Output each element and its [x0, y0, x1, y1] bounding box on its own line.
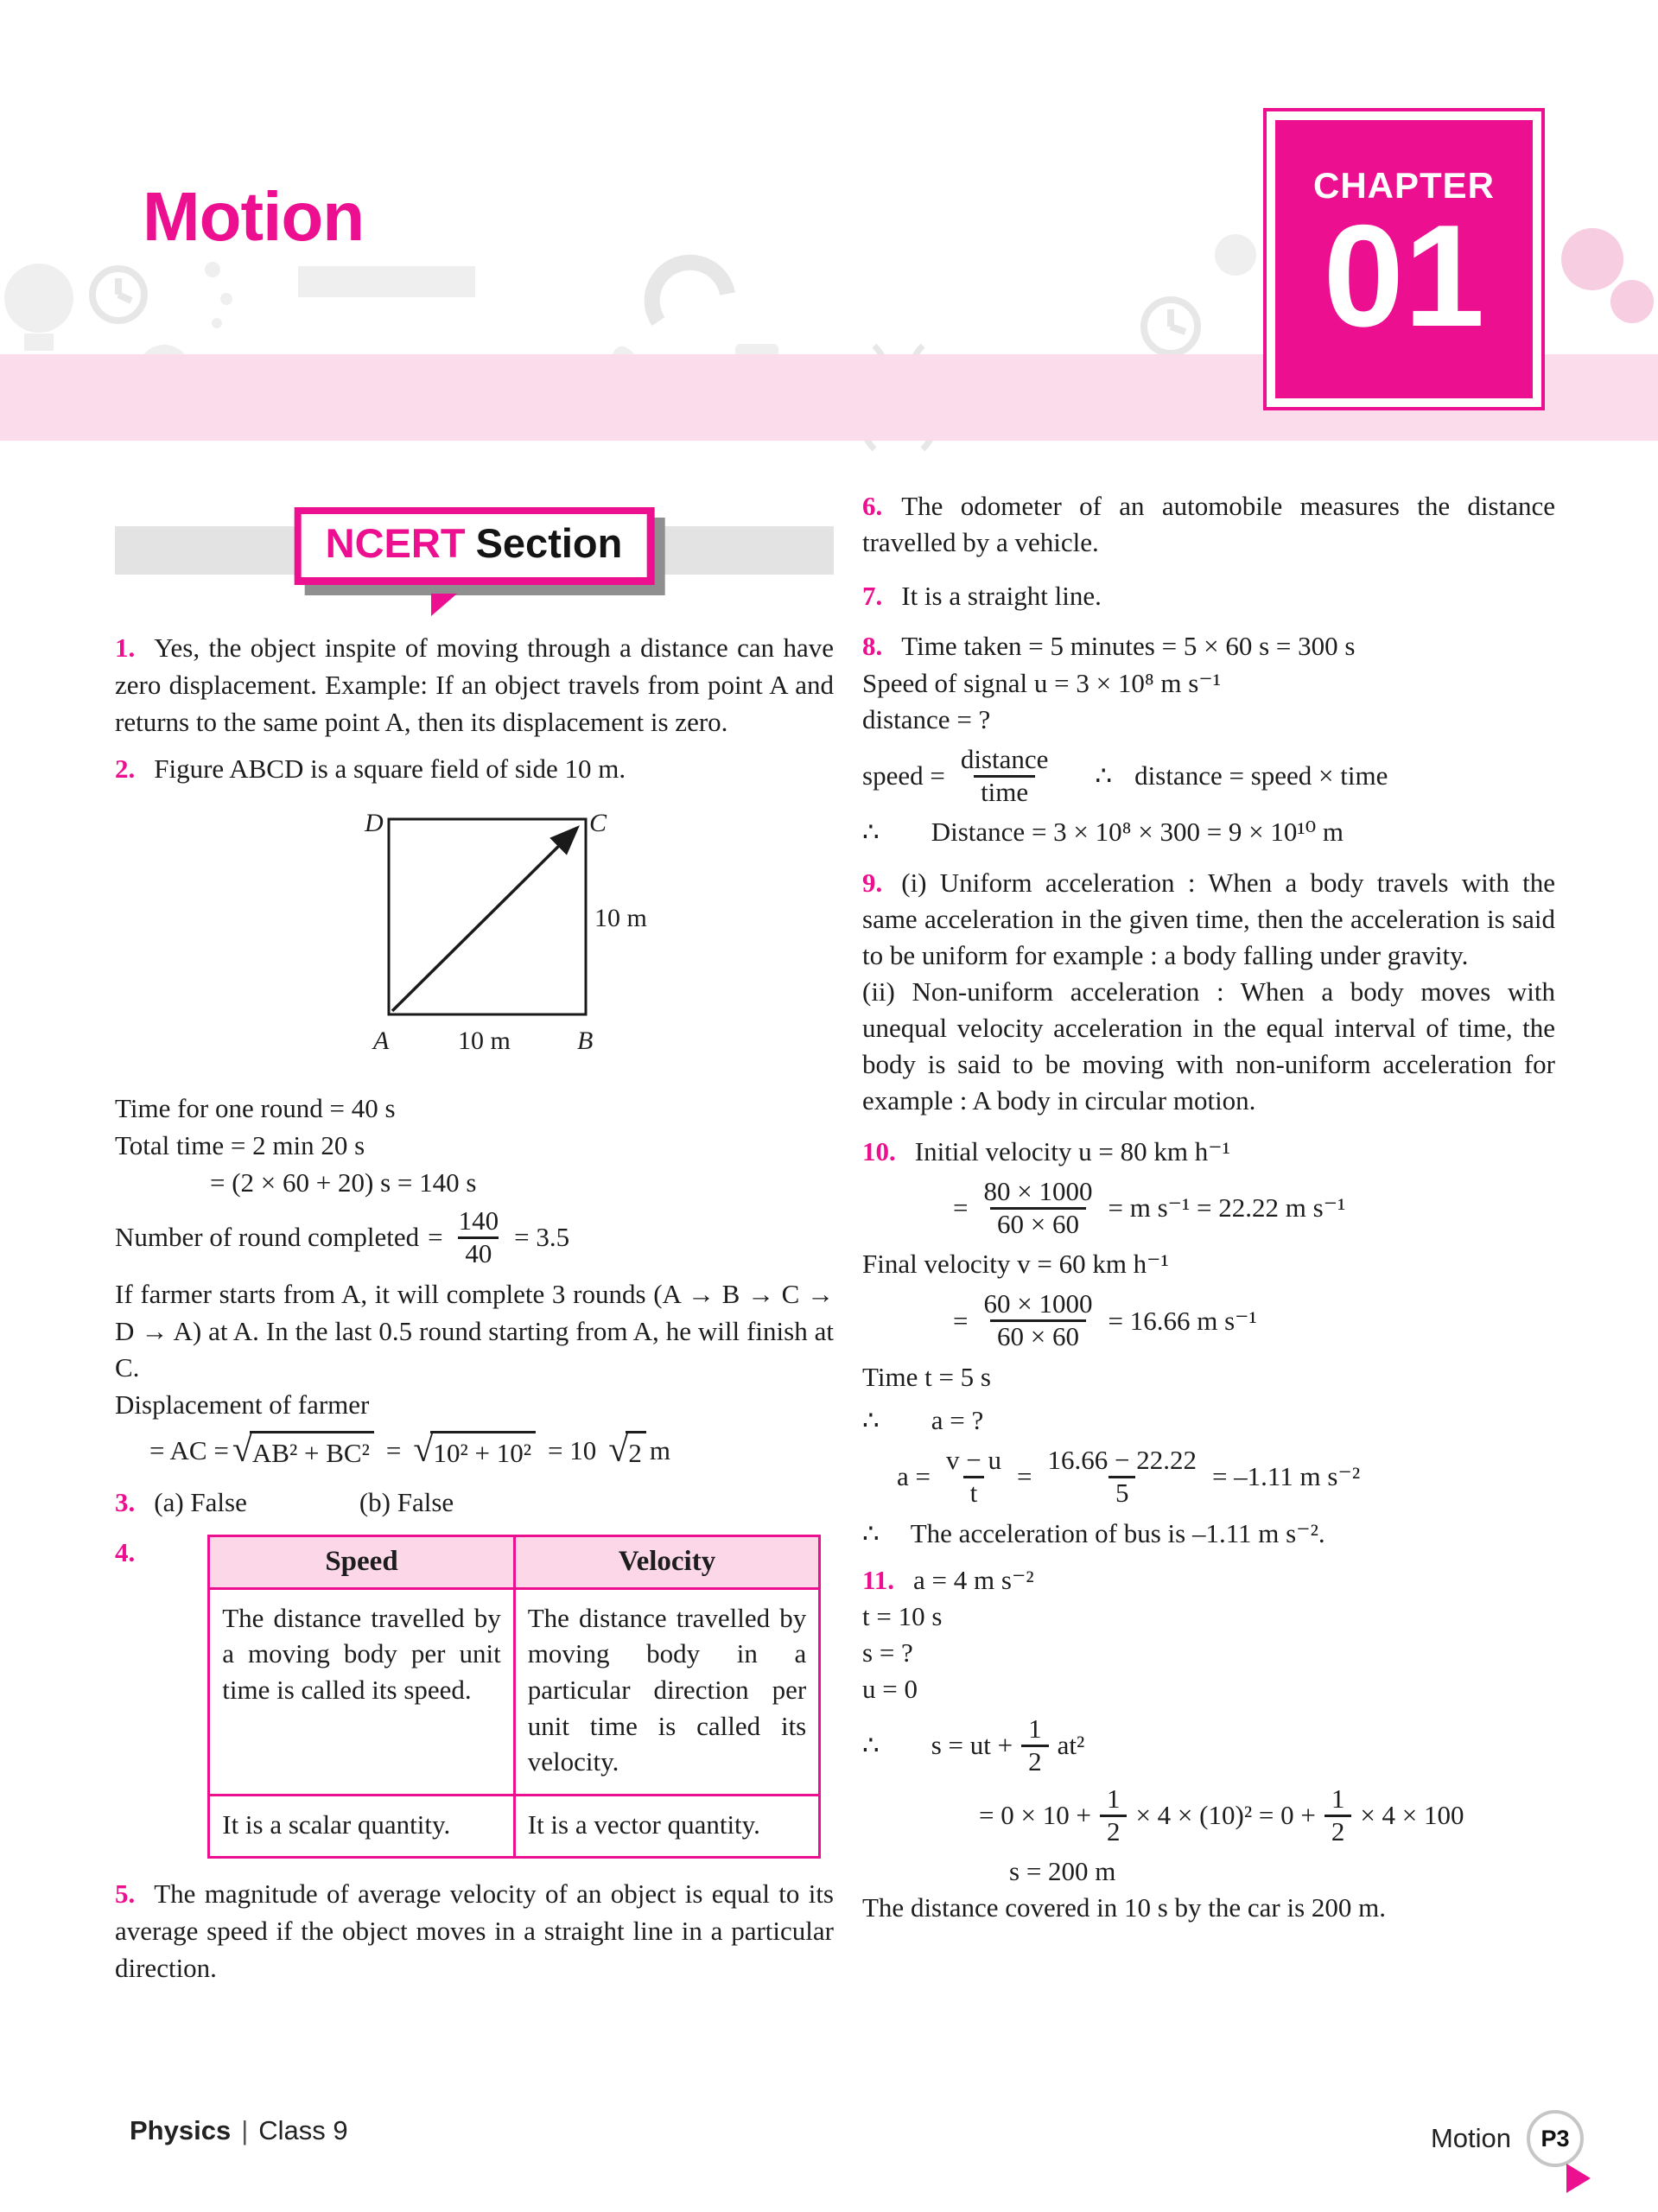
distance-result-line: [862, 814, 1555, 850]
square-field-svg: [335, 798, 715, 1085]
banner-pointer: [431, 594, 457, 616]
label-D: D: [365, 809, 384, 838]
chapter-badge-inner: [1275, 120, 1533, 398]
a-question: a = ?: [931, 1404, 984, 1435]
rounds-result: = 3.5: [514, 1222, 570, 1253]
rounds-label: Number of round completed: [115, 1222, 420, 1253]
footer-chapter: Motion: [1430, 2123, 1511, 2153]
question-number: 6.: [862, 491, 883, 521]
answer-5-text: The magnitude of average velocity of an object is equal to its average speed if the object moves in a straight line in a particular direction.: [115, 1878, 834, 1983]
question-number: 11.: [862, 1564, 895, 1595]
table-header-row: [209, 1536, 820, 1589]
question-number: 7.: [862, 581, 883, 612]
table-row: The distance travelled by a moving body per unit time is called its speed. The distance travelled by moving body in a particular direction per unit time is called its velocity.: [209, 1588, 820, 1795]
answer-2-text: Figure ABCD is a square field of side 10 m.: [154, 753, 626, 785]
answer-8: [862, 628, 1555, 664]
page-number: P3: [1540, 2125, 1570, 2152]
equals: =: [428, 1222, 443, 1253]
answer-6-text: The odometer of an automobile measures the distance travelled by a vehicle.: [862, 491, 1555, 558]
col-velocity: Velocity: [514, 1536, 820, 1589]
question-number: 4.: [115, 1537, 136, 1568]
u-result: = m s⁻¹ = 22.22 m s⁻¹: [1108, 1192, 1346, 1223]
total-time-calc: = (2 × 60 + 20) s = 140 s: [210, 1166, 477, 1198]
answer-7-text: It is a straight line.: [901, 581, 1102, 612]
question-number: 2.: [115, 753, 136, 785]
answer-9-part2: (ii) Non-uniform acceleration : When a body moves with unequal velocity acceleration in the equal interval of time, the body is said to be moving with non-uniform acceleration for example : A body in circular motion.: [862, 976, 1555, 1116]
a-result: = –1.11 m s⁻²: [1211, 1461, 1361, 1492]
right-column: [862, 488, 1555, 1927]
speed-fraction: $\frac{\text{distance}}{\text{time}}$: [960, 743, 1049, 807]
label-B: B: [577, 1027, 594, 1056]
v-result: = 16.66 m s⁻¹: [1108, 1305, 1257, 1336]
v-conversion-equation: = $\frac{60 \times 1000}{60 \times 60}$ = 16.66 m s⁻¹: [953, 1288, 1257, 1352]
therefore-symbol: ∴: [1095, 760, 1113, 791]
s-formula-equation: ∴ s = ut + $\frac{1}{2}$ at²: [862, 1713, 1085, 1777]
footer-separator: |: [241, 2115, 249, 2145]
numeric-fraction: $\frac{16.66 - 22.22}{5}$: [1047, 1445, 1197, 1508]
answer-3: [115, 1484, 834, 1522]
sqrt-AB-BC: √ AB² + BC²: [232, 1431, 374, 1472]
side-bottom-label: 10 m: [458, 1027, 511, 1056]
round-time-line: Time for one round = 40 s: [115, 1093, 396, 1124]
left-column: [115, 514, 834, 1986]
distance-result: Distance = 3 × 10⁸ × 300 = 9 × 10¹⁰ m: [931, 817, 1344, 848]
answer-1-text: Yes, the object inspite of moving through a distance can have zero displacement. Example: If an object travels from point A and returns to the same point A, then its displacement is zero.: [115, 632, 834, 737]
half-fraction: $\frac{1}{2}$: [1021, 1714, 1049, 1777]
sqrt-2: √ 2: [608, 1431, 646, 1472]
question-number: 8.: [862, 631, 883, 662]
answer-4: [115, 1535, 834, 1859]
label-A: A: [373, 1027, 390, 1056]
answer-11: [862, 1562, 1555, 1599]
question-number: 1.: [115, 632, 136, 663]
rounds-equation: [115, 1206, 834, 1268]
farmer-paragraph: If farmer starts from A, it will complete 3 rounds (A → B → C → D → A) at A. In the last 0.5 round starting from A, he will finish at C.: [115, 1278, 834, 1383]
answer-3b: (b) False: [359, 1486, 454, 1517]
answer-7: [862, 578, 1555, 614]
vu-fraction: $\frac{v - u}{t}$: [946, 1445, 1001, 1508]
acceleration-conclusion: [862, 1516, 1555, 1552]
displacement-label: Displacement of farmer: [115, 1389, 370, 1421]
answer-3a: (a) False: [154, 1486, 247, 1517]
answer-8-line2: Speed of signal u = 3 × 10⁸ m s⁻¹: [862, 667, 1221, 698]
answer-8-line1: Time taken = 5 minutes = 5 × 60 s = 300 s: [901, 631, 1356, 662]
rounds-fraction: $\frac{140}{40}$: [458, 1205, 499, 1269]
answer-9-part1: 9. (i) Uniform acceleration : When a body travels with the same acceleration in the given time, then the acceleration is said to be uniform for example : a body falling under gravity.: [862, 867, 1555, 970]
square-field-figure: [115, 798, 834, 1085]
banner-ncert: NCERT: [325, 520, 466, 566]
displacement-equation: = AC = √ AB² + BC² = √ 10² + 10² = 10 √ 2 m: [149, 1431, 834, 1472]
banner-box: [295, 507, 655, 585]
answer-11-line1: a = 4 m s⁻²: [913, 1564, 1034, 1595]
s-substitution-equation: = 0 × 10 + $\frac{1}{2}$ × 4 × (10)² = 0 + $\frac{1}{2}$ × 4 × 100: [979, 1783, 1464, 1847]
u-fraction: $\frac{80 \times 1000}{60 \times 60}$: [983, 1175, 1093, 1239]
answer-6: [862, 488, 1555, 561]
total-time-line: Total time = 2 min 20 s: [115, 1129, 365, 1160]
label-C: C: [589, 809, 607, 838]
footer-class: Class 9: [258, 2115, 348, 2145]
v-fraction: $\frac{60 \times 1000}{60 \times 60}$: [983, 1288, 1093, 1352]
half-fraction: $\frac{1}{2}$: [1100, 1784, 1128, 1847]
answer-11-line2: t = 10 s: [862, 1600, 943, 1631]
answer-5: [115, 1876, 834, 1986]
question-number: 3.: [115, 1486, 136, 1517]
therefore-symbol: ∴: [862, 817, 880, 848]
footer-subject: Physics: [130, 2115, 232, 2145]
answer-2-intro: [115, 751, 834, 788]
conclusion-text: The acceleration of bus is –1.11 m s⁻².: [910, 1517, 1325, 1548]
answer-10: [862, 1134, 1555, 1170]
answer-11-conclusion: The distance covered in 10 s by the car is 200 m.: [862, 1892, 1387, 1923]
a-question-line: [862, 1402, 1555, 1439]
speed-lhs: speed =: [862, 760, 945, 791]
answer-11-line3: s = ?: [862, 1637, 913, 1669]
answer-11-line4: u = 0: [862, 1674, 918, 1705]
answer-1: [115, 630, 834, 741]
chapter-label: CHAPTER: [1312, 165, 1495, 206]
table-row: It is a scalar quantity. It is a vector quantity.: [209, 1795, 820, 1858]
answer-8-line3: distance = ?: [862, 703, 991, 734]
col-speed: Speed: [209, 1536, 515, 1589]
chapter-number: 01: [1323, 194, 1485, 357]
speed-equation: [862, 745, 1555, 807]
therefore-symbol: ∴: [862, 1517, 880, 1548]
banner-title: [302, 514, 647, 577]
answer-10-line2: Final velocity v = 60 km h⁻¹: [862, 1249, 1169, 1280]
next-page-arrow-icon: [1566, 2164, 1591, 2193]
page-title: Motion: [143, 178, 365, 255]
question-number: 10.: [862, 1135, 896, 1166]
therefore-symbol: ∴: [862, 1404, 880, 1435]
u-conversion-equation: = $\frac{80 \times 1000}{60 \times 60}$ = m s⁻¹ = 22.22 m s⁻¹: [953, 1175, 1346, 1239]
banner-section: Section: [475, 520, 623, 566]
side-right-label: 10 m: [594, 904, 647, 933]
answer-10-line3: Time t = 5 s: [862, 1361, 991, 1392]
answer-10-line1: Initial velocity u = 80 km h⁻¹: [914, 1135, 1230, 1166]
footer-left: [130, 2115, 348, 2146]
question-number: 9.: [862, 867, 883, 898]
therefore-symbol: ∴: [862, 1730, 880, 1761]
question-number: 5.: [115, 1878, 136, 1910]
footer-right: [1431, 2110, 1584, 2167]
speed-rhs: distance = speed × time: [1134, 760, 1388, 791]
sqrt-10-10: √ 10² + 10²: [413, 1431, 536, 1472]
chapter-badge: [1263, 108, 1545, 410]
acceleration-equation: a = $\frac{v - u}{t}$ = $\frac{16.66 - 22.22}{5}$ = –1.11 m s⁻²: [897, 1445, 1361, 1508]
speed-velocity-table: [207, 1535, 821, 1859]
half-fraction: $\frac{1}{2}$: [1324, 1784, 1352, 1847]
page-number-badge: [1527, 2110, 1584, 2167]
diagonal-arrow: [392, 830, 575, 1011]
s-result: s = 200 m: [1009, 1856, 1116, 1887]
ncert-section-banner: [115, 514, 834, 616]
